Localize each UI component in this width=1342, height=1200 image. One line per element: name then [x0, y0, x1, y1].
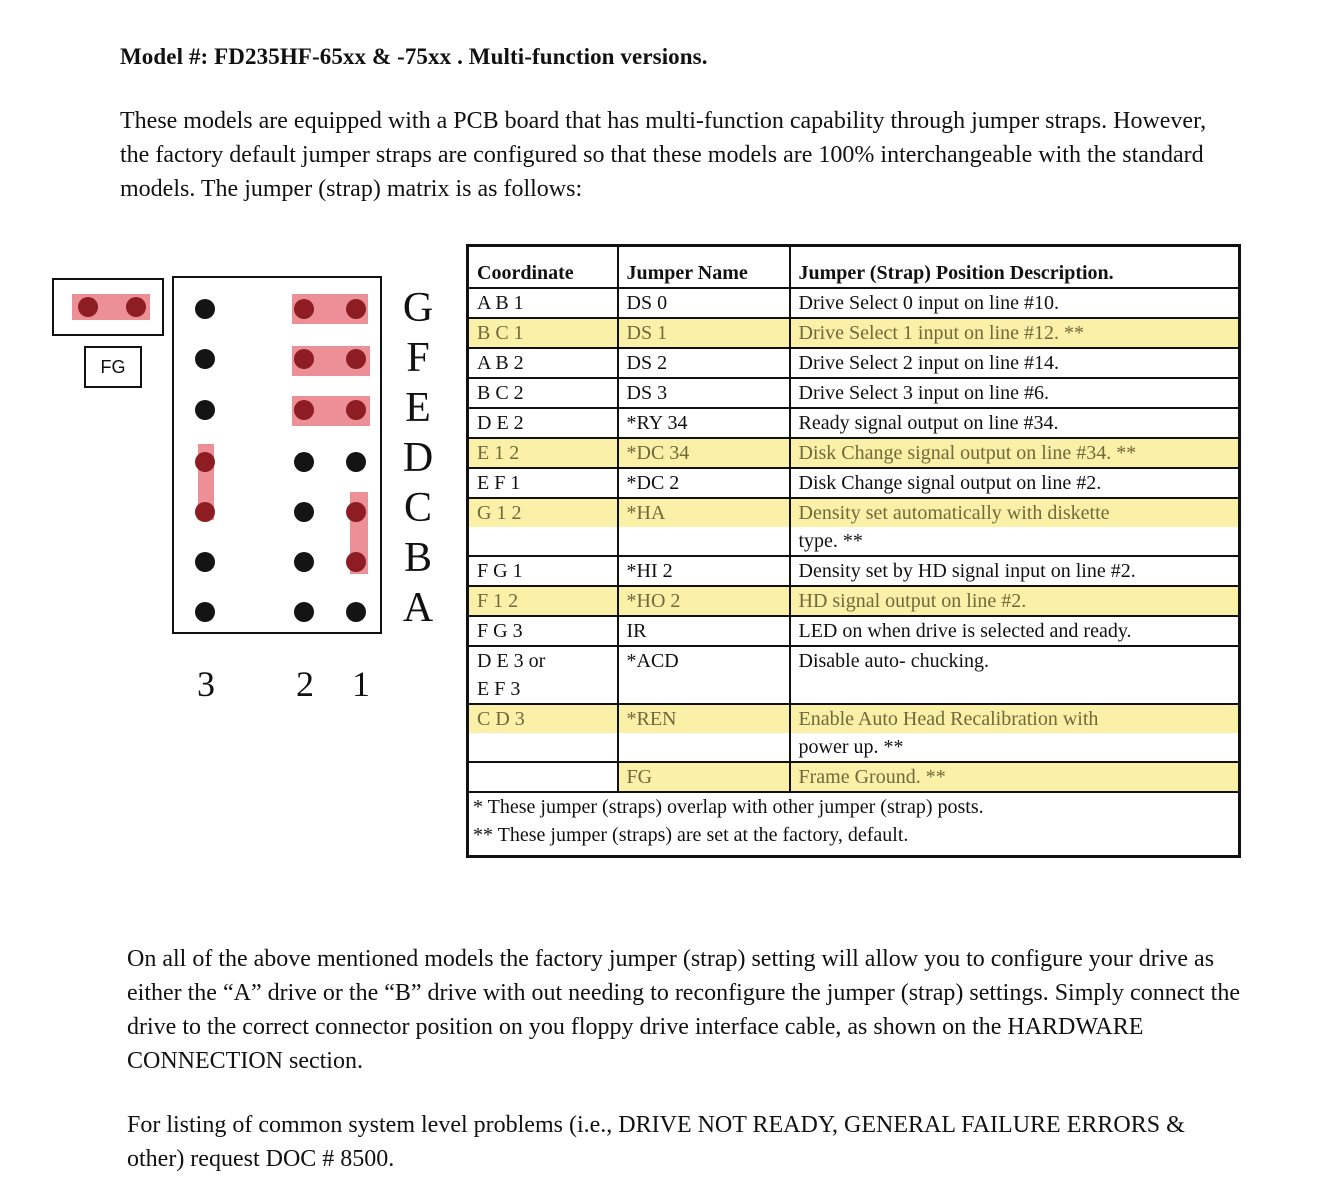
header-coordinate: Coordinate — [468, 246, 618, 289]
pin — [126, 297, 146, 317]
cell-coordinate — [468, 762, 618, 792]
table-note-row — [468, 792, 1240, 821]
pin — [78, 297, 98, 317]
table-row — [468, 616, 1240, 646]
pin — [346, 452, 366, 472]
cell-jumper-name: DS 3 — [618, 378, 790, 408]
table-row — [468, 378, 1240, 408]
cell-coordinate: C D 3 — [468, 704, 618, 733]
pin — [346, 502, 366, 522]
table-row — [468, 438, 1240, 468]
cell-jumper-name: *HI 2 — [618, 556, 790, 586]
cell-description: Drive Select 1 input on line #12. ** — [790, 318, 1240, 348]
row-label-d: D — [402, 435, 434, 481]
row-label-b: B — [403, 535, 432, 581]
table-row-continuation — [468, 733, 1240, 762]
jumper-table — [466, 244, 1241, 858]
problems-paragraph: For listing of common system level problems (i.e., DRIVE NOT READY, GENERAL FAILURE ERRORS & other) request DOC # 8500. — [127, 1112, 1185, 1172]
pin — [294, 602, 314, 622]
cell-jumper-name: *REN — [618, 704, 790, 733]
table-row — [468, 348, 1240, 378]
cell-description: LED on when drive is selected and ready. — [790, 616, 1240, 646]
pin — [346, 400, 366, 420]
pin — [294, 299, 314, 319]
cell-jumper-name: *DC 2 — [618, 468, 790, 498]
pin — [294, 400, 314, 420]
row-label-g: G — [402, 285, 434, 331]
pin — [346, 299, 366, 319]
cell-coordinate: B C 2 — [468, 378, 618, 408]
pin — [195, 602, 215, 622]
cell-description-cont: power up. ** — [790, 733, 1240, 762]
cell-empty — [618, 733, 790, 762]
cell-description: Disk Change signal output on line #2. — [790, 468, 1240, 498]
cell-coordinate: A B 2 — [468, 348, 618, 378]
pin — [294, 349, 314, 369]
fg-label: FG — [84, 346, 142, 388]
pin — [294, 502, 314, 522]
header-jumper-name: Jumper Name — [618, 246, 790, 289]
cell-description: Density set by HD signal input on line #2. — [790, 556, 1240, 586]
header-description: Jumper (Strap) Position Description. — [790, 246, 1240, 289]
cell-description: Density set automatically with diskette — [790, 498, 1240, 527]
cell-empty — [618, 675, 790, 704]
cell-description: HD signal output on line #2. — [790, 586, 1240, 616]
table-note-row — [468, 821, 1240, 857]
table-header-row — [468, 246, 1240, 289]
cell-jumper-name: FG — [618, 762, 790, 792]
table-row — [468, 318, 1240, 348]
cell-description: Enable Auto Head Recalibration with — [790, 704, 1240, 733]
cell-coordinate-cont: E F 3 — [468, 675, 618, 704]
jumper-matrix — [172, 276, 382, 634]
cell-coordinate: F 1 2 — [468, 586, 618, 616]
table-row-continuation — [468, 527, 1240, 556]
cell-jumper-name: *RY 34 — [618, 408, 790, 438]
cell-description-cont: type. ** — [790, 527, 1240, 556]
page-title: Model #: FD235HF-65xx & -75xx . Multi-function versions. — [120, 44, 708, 69]
pin — [195, 452, 215, 472]
table-row — [468, 586, 1240, 616]
cell-jumper-name: DS 0 — [618, 288, 790, 318]
row-label-a: A — [402, 585, 434, 631]
row-label-c: C — [403, 485, 432, 531]
cell-coordinate: F G 1 — [468, 556, 618, 586]
pin — [346, 349, 366, 369]
intro-paragraph: These models are equipped with a PCB board that has multi-function capability through jumper straps. However, the factory default jumper straps are configured so that these models are 100% interchangeable with the standard models. The jumper (strap) matrix is as follows: — [120, 108, 1207, 202]
cell-coordinate: G 1 2 — [468, 498, 618, 527]
row-label-f: F — [406, 335, 430, 381]
cell-description: Frame Ground. ** — [790, 762, 1240, 792]
cell-jumper-name: *ACD — [618, 646, 790, 675]
cell-empty — [618, 527, 790, 556]
cell-description: Drive Select 3 input on line #6. — [790, 378, 1240, 408]
cell-jumper-name: DS 2 — [618, 348, 790, 378]
table-row — [468, 468, 1240, 498]
table-row-continuation — [468, 675, 1240, 704]
fg-jumper-box — [52, 278, 164, 336]
pin — [195, 299, 215, 319]
pin — [195, 552, 215, 572]
cell-description: Drive Select 0 input on line #10. — [790, 288, 1240, 318]
cell-empty — [468, 733, 618, 762]
cell-coordinate: B C 1 — [468, 318, 618, 348]
cell-empty — [468, 527, 618, 556]
cell-description: Disable auto- chucking. — [790, 646, 1240, 675]
cell-jumper-name: *HO 2 — [618, 586, 790, 616]
table-row — [468, 704, 1240, 733]
cell-coordinate: A B 1 — [468, 288, 618, 318]
cell-jumper-name: IR — [618, 616, 790, 646]
col-label-3: 3 — [197, 664, 215, 704]
pin — [346, 552, 366, 572]
note-factory-default: ** These jumper (straps) are set at the factory, default. — [468, 821, 1240, 857]
cell-jumper-name: DS 1 — [618, 318, 790, 348]
cell-empty — [790, 675, 1240, 704]
pin — [195, 400, 215, 420]
pin — [195, 349, 215, 369]
col-label-1: 1 — [352, 664, 370, 704]
table-row — [468, 498, 1240, 527]
pin — [294, 552, 314, 572]
row-label-e: E — [405, 385, 431, 431]
cell-description: Disk Change signal output on line #34. ** — [790, 438, 1240, 468]
cell-jumper-name: *HA — [618, 498, 790, 527]
table-row — [468, 408, 1240, 438]
pin — [195, 502, 215, 522]
table-row — [468, 288, 1240, 318]
col-label-2: 2 — [296, 664, 314, 704]
cell-jumper-name: *DC 34 — [618, 438, 790, 468]
cell-coordinate: D E 2 — [468, 408, 618, 438]
cell-coordinate: D E 3 or — [468, 646, 618, 675]
table-row — [468, 646, 1240, 675]
table-row — [468, 762, 1240, 792]
table-row — [468, 556, 1240, 586]
configuration-paragraph: On all of the above mentioned models the factory jumper (strap) setting will allow you to configure your drive as either the “A” drive or the “B” drive with out needing to reconfigure the jumper (strap) settings. Simply connect the drive to the correct connector position on you floppy drive interface cable, as shown on the HARDWARE CONNECTION section. — [127, 946, 1240, 1074]
cell-description: Ready signal output on line #34. — [790, 408, 1240, 438]
note-overlap: * These jumper (straps) overlap with other jumper (strap) posts. — [468, 792, 1240, 821]
cell-coordinate: F G 3 — [468, 616, 618, 646]
cell-coordinate: E 1 2 — [468, 438, 618, 468]
cell-coordinate: E F 1 — [468, 468, 618, 498]
cell-description: Drive Select 2 input on line #14. — [790, 348, 1240, 378]
pin — [294, 452, 314, 472]
pin — [346, 602, 366, 622]
